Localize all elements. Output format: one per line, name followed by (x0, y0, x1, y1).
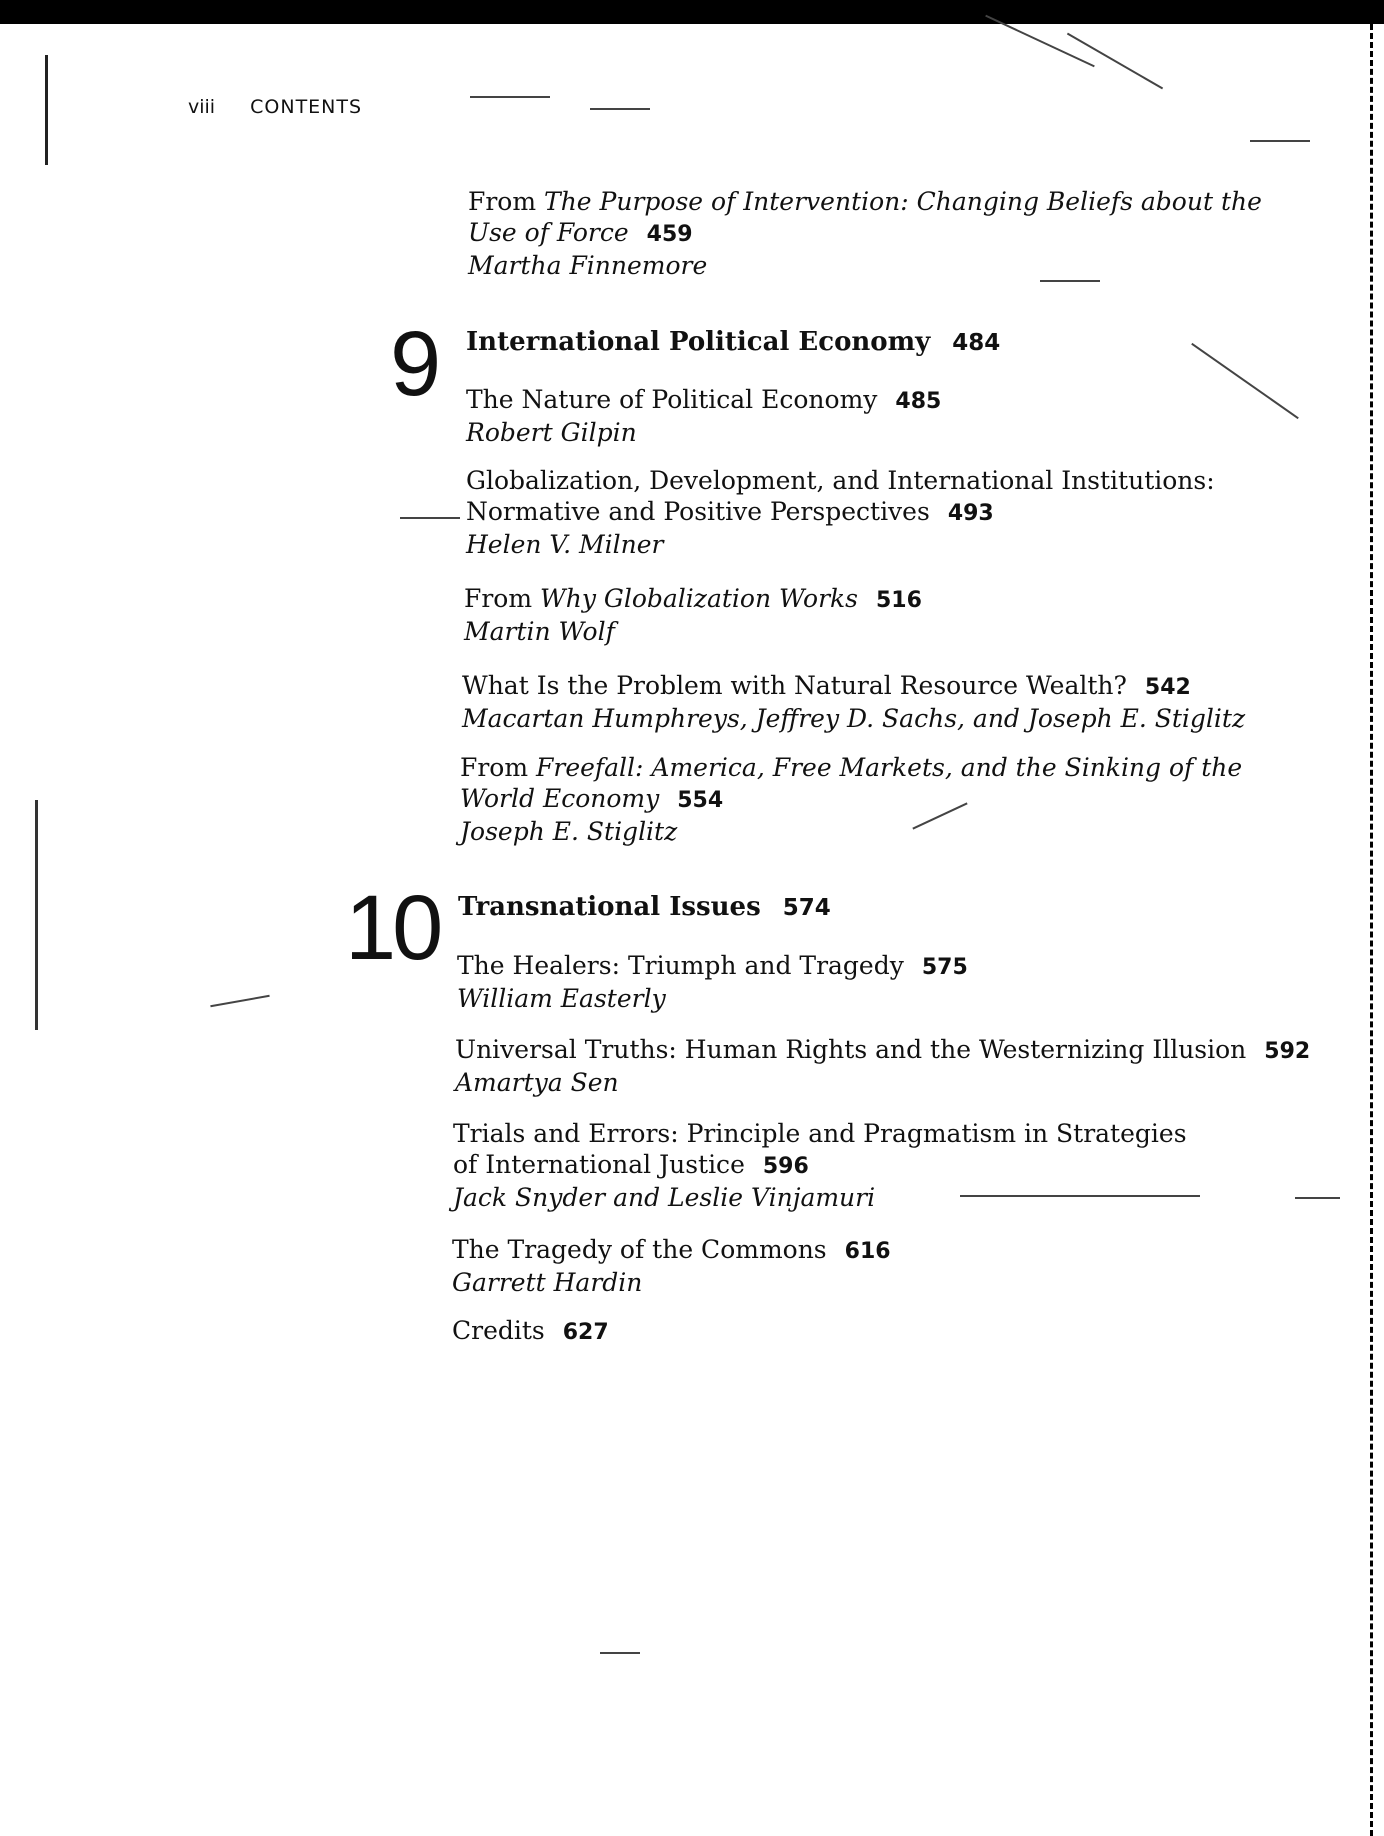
title-text: Trials and Errors: Principle and Pragmatism in Strategies of International Justice (453, 1119, 1187, 1179)
toc-entry[interactable] (455, 1034, 1335, 1098)
toc-entry-page: 616 (844, 1239, 891, 1264)
toc-entry-author: Helen V. Milner (466, 530, 664, 559)
chapter-title: International Political Economy (466, 327, 931, 357)
title-prefix: From (460, 753, 537, 782)
toc-entry[interactable] (466, 384, 1316, 448)
title-text: What Is the Problem with Natural Resource Wealth? (462, 671, 1127, 700)
toc-entry[interactable] (462, 670, 1312, 734)
title-italic: Freefall: America, Free Markets, and the Sinking of the World Economy (460, 753, 1243, 813)
toc-entry-title (460, 752, 1320, 816)
toc-entry-author: Martin Wolf (464, 617, 615, 646)
chapter-heading[interactable] (458, 892, 831, 922)
toc-entry[interactable] (464, 583, 1314, 647)
chapter-number: 9 (390, 313, 438, 415)
toc-entry-title (453, 1118, 1213, 1182)
toc-entry-author: Robert Gilpin (466, 418, 637, 447)
credits-title (452, 1315, 1052, 1348)
title-text: Universal Truths: Human Rights and the Westernizing Illusion (455, 1035, 1247, 1064)
chapter-page: 574 (782, 895, 831, 921)
toc-entry-page: 575 (921, 955, 968, 980)
toc-entry-author: Joseph E. Stiglitz (460, 817, 678, 846)
chapter-title: Transnational Issues (458, 892, 761, 922)
toc-entry-author: Amartya Sen (455, 1068, 619, 1097)
toc-entry[interactable] (468, 186, 1318, 281)
title-italic: The Purpose of Intervention: Changing Beliefs about the Use of Force (468, 187, 1262, 247)
toc-entry-page: 592 (1264, 1039, 1311, 1064)
toc-entry-page: 493 (947, 501, 994, 526)
toc-entry-page: 459 (646, 222, 693, 247)
toc-entry-page: 542 (1144, 675, 1191, 700)
title-text: The Nature of Political Economy (466, 385, 878, 414)
credits-entry[interactable] (452, 1315, 1052, 1348)
credits-page: 627 (562, 1320, 609, 1345)
toc-entry[interactable] (460, 752, 1320, 847)
title-text: Globalization, Development, and International Institutions: Normative and Positive Perspectives (466, 466, 1215, 526)
title-prefix: From (468, 187, 545, 216)
title-prefix: From (464, 584, 541, 613)
toc-entry-page: 596 (762, 1154, 809, 1179)
toc-entry[interactable] (452, 1234, 1302, 1298)
title-text: The Healers: Triumph and Tragedy (457, 951, 904, 980)
toc-entry-title (457, 950, 1307, 983)
title-text: The Tragedy of the Commons (452, 1235, 827, 1264)
toc-entry-author: Jack Snyder and Leslie Vinjamuri (453, 1183, 876, 1212)
toc-entry-author: Garrett Hardin (452, 1268, 643, 1297)
toc-entry-page: 516 (876, 588, 922, 613)
chapter-number: 10 (345, 877, 440, 979)
chapter-heading[interactable] (466, 327, 1000, 357)
toc-entry-title (468, 186, 1318, 250)
toc-entry-page: 554 (677, 788, 724, 813)
toc-entry-title (466, 465, 1246, 529)
toc-entry-title (466, 384, 1316, 417)
credits-label: Credits (452, 1316, 545, 1345)
toc-entry-author: Martha Finnemore (468, 251, 708, 280)
toc-entry-title (452, 1234, 1302, 1267)
running-head-page-number: viii (188, 96, 216, 118)
toc-entry[interactable] (453, 1118, 1213, 1213)
title-italic: Why Globalization Works (540, 584, 858, 613)
chapter-page: 484 (952, 330, 1001, 356)
toc-entry-page: 485 (895, 389, 942, 414)
toc-entry-author: William Easterly (457, 984, 666, 1013)
toc-entry-title (464, 583, 1314, 616)
toc-entry[interactable] (466, 465, 1246, 560)
toc-entry-title (455, 1034, 1335, 1067)
running-head-label: CONTENTS (250, 96, 363, 118)
toc-entry[interactable] (457, 950, 1307, 1014)
toc-entry-title (462, 670, 1312, 703)
toc-entry-author: Macartan Humphreys, Jeffrey D. Sachs, and Joseph E. Stiglitz (462, 704, 1246, 733)
